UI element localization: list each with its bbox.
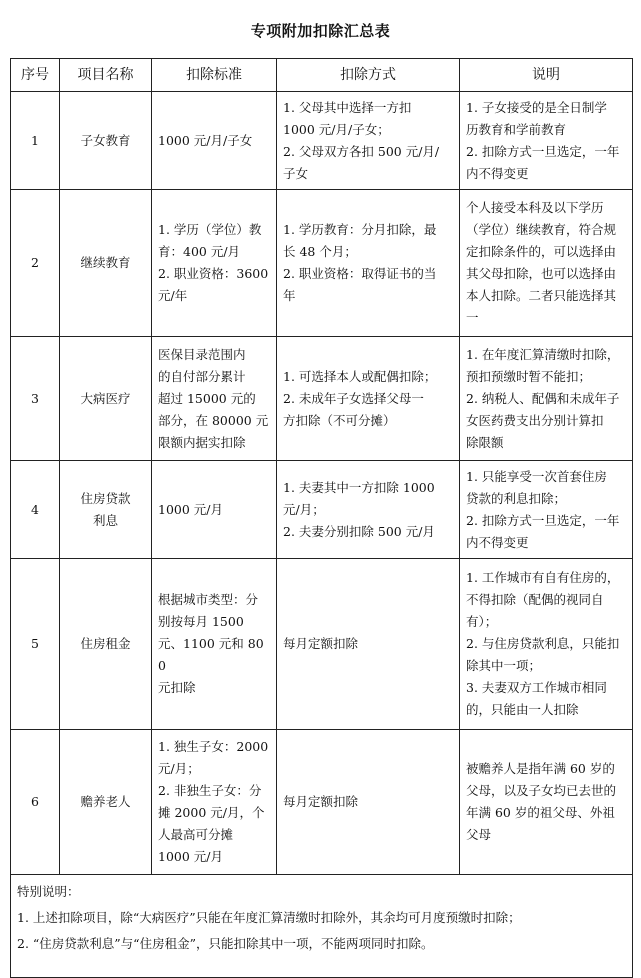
cell-standard-line: 育：400 元/月 <box>158 244 241 259</box>
cell-method-line: 每月定额扣除 <box>283 794 359 809</box>
cell-standard-line: 摊 2000 元/月，个 <box>158 805 265 820</box>
cell-method <box>277 559 460 730</box>
cell-note <box>460 559 633 730</box>
cell-method-line: 方扣除（不可分摊） <box>283 412 396 428</box>
table-row <box>11 337 633 461</box>
table-row <box>11 559 633 730</box>
page-title: 专项附加扣除汇总表 <box>250 22 391 40</box>
cell-standard-line: 1. 独生子女：2000 <box>158 739 269 754</box>
cell-method-line: 1. 夫妻其中一方扣除 1000 <box>283 479 435 495</box>
cell-standard-line: 人最高可分摊 <box>158 827 234 842</box>
header-standard: 扣除标准 <box>152 59 277 92</box>
cell-note-line: 父母 <box>466 827 492 842</box>
cell-note-line: 女医药费支出分别计算扣 <box>466 412 604 428</box>
cell-standard-line: 2. 非独生子女：分 <box>158 783 262 798</box>
cell-standard-line: 2. 职业资格：3600 <box>158 266 269 281</box>
cell-method <box>277 190 460 337</box>
cell-name-line: 住房租金 <box>80 636 131 651</box>
cell-standard-line: 元扣除 <box>158 680 196 695</box>
cell-note-line: 1. 只能享受一次首套住房 <box>466 468 607 484</box>
footer-title: 特别说明： <box>17 884 80 899</box>
cell-note-line: 除其中一项； <box>466 658 542 673</box>
cell-name-line: 继续教育 <box>80 255 131 270</box>
footer-row <box>11 875 633 978</box>
cell-note-line: 本人扣除。二者只能选择其 <box>466 288 617 303</box>
cell-standard-line: 1000 元/月/子女 <box>158 132 253 148</box>
header-note: 说明 <box>460 59 633 92</box>
cell-method-line: 2. 未成年子女选择父母一 <box>283 390 424 406</box>
cell-method-line: 子女 <box>283 165 309 181</box>
cell-method-line: 年 <box>283 288 296 303</box>
header-num: 序号 <box>11 59 60 92</box>
cell-name-line: 赡养老人 <box>80 794 131 809</box>
cell-standard-line: 限额内据实扣除 <box>158 434 246 450</box>
cell-note-line: 1. 工作城市有自有住房的， <box>466 570 620 585</box>
cell-method-line: 2. 职业资格：取得证书的当 <box>283 266 437 281</box>
cell-note-line: 1. 在年度汇算清缴时扣除， <box>466 346 620 362</box>
cell-method <box>277 337 460 461</box>
cell-standard-line: 根据城市类型：分 <box>158 592 259 607</box>
cell-note-line: 预扣预缴时暂不能扣； <box>466 368 592 384</box>
cell-standard-line: 超过 15000 元的 <box>158 390 256 406</box>
table-row <box>11 730 633 875</box>
cell-num: 6 <box>11 730 60 875</box>
cell-note-line: 历教育和学前教育 <box>466 121 567 137</box>
cell-name <box>60 92 152 190</box>
cell-standard <box>152 92 277 190</box>
header-name: 项目名称 <box>60 59 152 92</box>
cell-name <box>60 461 152 559</box>
cell-standard <box>152 559 277 730</box>
cell-standard-line: 别按每月 1500 <box>158 614 244 629</box>
cell-method-line: 1. 父母其中选择一方扣 <box>283 99 412 115</box>
cell-note-line: 被赡养人是指年满 60 岁的 <box>466 761 615 776</box>
cell-standard-line: 1. 学历（学位）教 <box>158 222 262 237</box>
cell-standard-line: 1000 元/月 <box>158 849 223 864</box>
cell-note-line: 其父母扣除，也可以选择由 <box>466 266 617 281</box>
cell-note <box>460 92 633 190</box>
cell-standard-line: 医保目录范围内 <box>158 346 246 362</box>
cell-note-line: 2. 纳税人、配偶和未成年子 <box>466 390 620 406</box>
cell-standard-line: 元/年 <box>158 288 188 303</box>
cell-method-line: 1000 元/月/子女； <box>283 121 390 137</box>
cell-note-line: 内不得变更 <box>466 534 529 550</box>
cell-method-line: 1. 可选择本人或配偶扣除； <box>283 368 437 384</box>
cell-num: 5 <box>11 559 60 730</box>
cell-standard <box>152 461 277 559</box>
cell-note-line: （学位）继续教育，符合规 <box>466 222 617 237</box>
cell-method-line: 元/月； <box>283 501 325 517</box>
cell-standard <box>152 730 277 875</box>
cell-note <box>460 461 633 559</box>
cell-note-line: 个人接受本科及以下学历 <box>466 200 604 215</box>
cell-num: 2 <box>11 190 60 337</box>
cell-method-line: 1. 学历教育：分月扣除，最 <box>283 222 437 237</box>
cell-note <box>460 337 633 461</box>
cell-note-line: 年满 60 岁的祖父母、外祖 <box>466 805 615 820</box>
table-row <box>11 190 633 337</box>
cell-name-line: 利息 <box>92 512 118 528</box>
cell-method <box>277 730 460 875</box>
cell-standard-line: 部分，在 80000 元 <box>158 412 269 428</box>
table-header-row <box>11 59 633 92</box>
footer-notes <box>11 875 633 978</box>
cell-note-line: 2. 扣除方式一旦选定，一年 <box>466 512 620 528</box>
cell-num: 3 <box>11 337 60 461</box>
cell-method-line: 2. 夫妻分别扣除 500 元/月 <box>283 523 435 539</box>
cell-note-line: 不得扣除（配偶的视同自 <box>466 592 604 607</box>
cell-standard <box>152 190 277 337</box>
cell-name-line: 大病医疗 <box>80 390 131 406</box>
cell-note-line: 定扣除条件的，可以选择由 <box>466 244 617 259</box>
cell-note-line: 3. 夫妻双方工作城市相同 <box>466 680 607 695</box>
cell-method-line: 2. 父母双方各扣 500 元/月/ <box>283 143 440 159</box>
cell-method <box>277 92 460 190</box>
cell-note-line: 的，只能由一人扣除 <box>466 702 579 717</box>
cell-name <box>60 337 152 461</box>
header-method: 扣除方式 <box>277 59 460 92</box>
cell-note-line: 父母，以及子女均已去世的 <box>466 783 617 798</box>
cell-method-line: 每月定额扣除 <box>283 636 359 651</box>
cell-name-line: 子女教育 <box>80 132 131 148</box>
footer-note-1: 1. 上述扣除项目，除“大病医疗”只能在年度汇算清缴时扣除外，其余均可月度预缴时扣除； <box>17 910 521 925</box>
cell-method <box>277 461 460 559</box>
cell-note-line: 2. 扣除方式一旦选定，一年 <box>466 143 620 159</box>
cell-standard-line: 元/月； <box>158 761 200 776</box>
cell-note-line: 一 <box>466 310 479 325</box>
cell-name <box>60 730 152 875</box>
cell-note-line: 有）； <box>466 614 498 629</box>
cell-num: 1 <box>11 92 60 190</box>
table-row <box>11 92 633 190</box>
cell-note-line: 除限额 <box>466 434 504 450</box>
cell-standard <box>152 337 277 461</box>
cell-name <box>60 190 152 337</box>
cell-method-line: 长 48 个月； <box>283 244 357 259</box>
cell-num: 4 <box>11 461 60 559</box>
cell-note <box>460 190 633 337</box>
cell-note-line: 贷款的利息扣除； <box>466 490 567 506</box>
cell-note <box>460 730 633 875</box>
cell-standard-line: 的自付部分累计 <box>158 368 246 384</box>
cell-standard-line: 1000 元/月 <box>158 501 223 517</box>
cell-name-line: 住房贷款 <box>80 490 131 506</box>
footer-note-2: 2. “住房贷款利息”与“住房租金”，只能扣除其中一项，不能两项同时扣除。 <box>17 936 434 951</box>
cell-note-line: 2. 与住房贷款利息，只能扣 <box>466 636 620 651</box>
cell-standard-line: 元、1100 元和 800 <box>158 636 264 673</box>
cell-note-line: 1. 子女接受的是全日制学 <box>466 99 607 115</box>
cell-name <box>60 559 152 730</box>
cell-note-line: 内不得变更 <box>466 165 529 181</box>
table-row <box>11 461 633 559</box>
deduction-table <box>10 58 633 978</box>
